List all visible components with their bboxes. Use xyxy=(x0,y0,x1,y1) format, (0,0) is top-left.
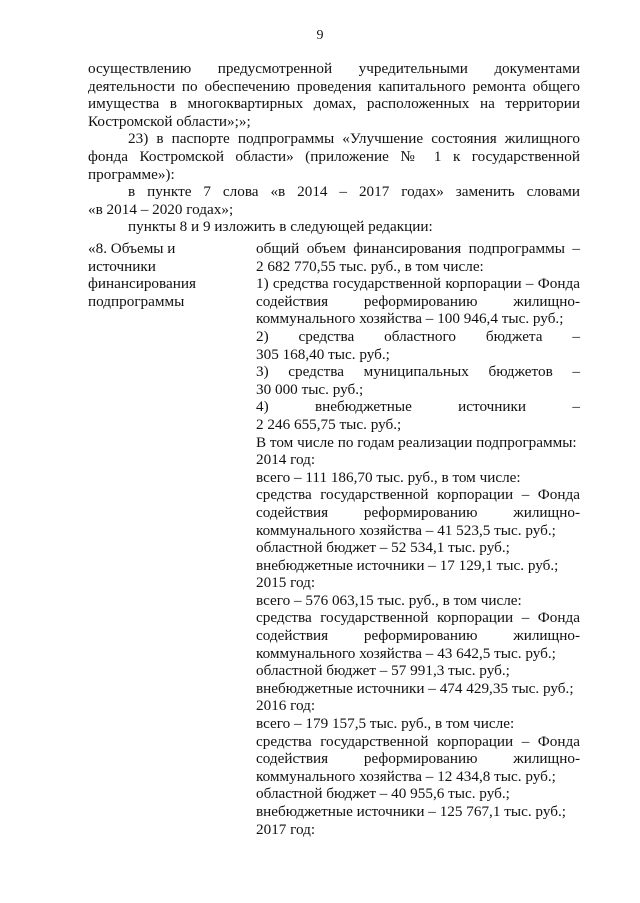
passport-value-line: внебюджетные источники – 125 767,1 тыс. руб.; xyxy=(256,803,566,820)
intro-line: Костромской области»;»; xyxy=(88,112,251,130)
passport-value-line: средства государственной корпорации – Фонда xyxy=(256,486,580,504)
passport-value-line: 2015 год: xyxy=(256,574,316,592)
items-8-9-line: пункты 8 и 9 изложить в следующей редакции: xyxy=(128,218,433,236)
item-23-line: программе»): xyxy=(88,165,175,183)
passport-value-line: 2016 год: xyxy=(256,697,316,715)
passport-value-line: внебюджетные источники – 474 429,35 тыс. руб.; xyxy=(256,679,574,697)
intro-line: имущества в многоквартирных домах, расположенных на территории xyxy=(88,95,580,113)
document-body xyxy=(88,60,580,236)
passport-value-line: 4) внебюджетные источники – xyxy=(256,398,580,416)
passport-value-line: всего – 179 157,5 тыс. руб., в том числе: xyxy=(256,715,515,733)
passport-value-line: всего – 111 186,70 тыс. руб., в том числе: xyxy=(256,468,521,486)
passport-value-line: В том числе по годам реализации подпрограммы: xyxy=(256,433,577,451)
passport-value-line: 2) средства областного бюджета – xyxy=(256,327,580,345)
passport-value-line: областной бюджет – 52 534,1 тыс. руб.; xyxy=(256,539,510,557)
passport-value-line: областной бюджет – 57 991,3 тыс. руб.; xyxy=(256,662,510,680)
passport-label-line: источники xyxy=(88,257,156,275)
passport-value-line: областной бюджет – 40 955,6 тыс. руб.; xyxy=(256,785,510,803)
intro-line: осуществлению предусмотренной учредительными документами xyxy=(88,60,580,77)
item-7-line: в пункте 7 слова «в 2014 – 2017 годах» заменить словами xyxy=(128,183,580,201)
passport-value-column xyxy=(256,240,580,838)
passport-value-line: 2017 год: xyxy=(256,820,316,838)
passport-value-line: 2 682 770,55 тыс. руб., в том числе: xyxy=(256,257,484,275)
passport-value-line: общий объем финансирования подпрограммы – xyxy=(256,240,580,257)
passport-value-line: коммунального хозяйства – 12 434,8 тыс. руб.; xyxy=(256,767,556,785)
passport-value-line: содействия реформированию жилищно- xyxy=(256,292,580,310)
passport-value-line: всего – 576 063,15 тыс. руб., в том числе: xyxy=(256,591,522,609)
passport-label-line: «8. Объемы и xyxy=(88,240,176,257)
passport-value-line: 2014 год: xyxy=(256,451,316,469)
item-7-line: «в 2014 – 2020 годах»; xyxy=(88,200,234,218)
passport-label-line: подпрограммы xyxy=(88,292,185,310)
passport-value-line: содействия реформированию жилищно- xyxy=(256,627,580,645)
passport-value-line: 3) средства муниципальных бюджетов – xyxy=(256,363,580,381)
passport-value-line: внебюджетные источники – 17 129,1 тыс. руб.; xyxy=(256,556,559,574)
page-number: 9 xyxy=(316,28,324,43)
passport-value-line: средства государственной корпорации – Фонда xyxy=(256,609,580,627)
passport-value-line: коммунального хозяйства – 43 642,5 тыс. руб.; xyxy=(256,644,556,662)
intro-line: деятельности по обеспечению проведения капитального ремонта общего xyxy=(88,77,580,95)
passport-value-line: содействия реформированию жилищно- xyxy=(256,750,580,768)
passport-label-line: финансирования xyxy=(88,275,196,293)
passport-value-line: коммунального хозяйства – 41 523,5 тыс. руб.; xyxy=(256,521,556,539)
passport-value-line: 2 246 655,75 тыс. руб.; xyxy=(256,415,402,433)
passport-value-line: средства государственной корпорации – Фонда xyxy=(256,732,580,750)
passport-value-line: 305 168,40 тыс. руб.; xyxy=(256,345,390,363)
passport-value-line: содействия реформированию жилищно- xyxy=(256,503,580,521)
passport-value-line: 30 000 тыс. руб.; xyxy=(256,380,364,398)
passport-value-line: коммунального хозяйства – 100 946,4 тыс. руб.; xyxy=(256,310,564,328)
passport-label-column xyxy=(88,240,238,310)
item-23-line: 23) в паспорте подпрограммы «Улучшение состояния жилищного xyxy=(128,130,580,148)
passport-value-line: 1) средства государственной корпорации – Фонда xyxy=(256,275,580,293)
item-23-line: фонда Костромской области» (приложение № 1 к государственной xyxy=(88,147,580,165)
